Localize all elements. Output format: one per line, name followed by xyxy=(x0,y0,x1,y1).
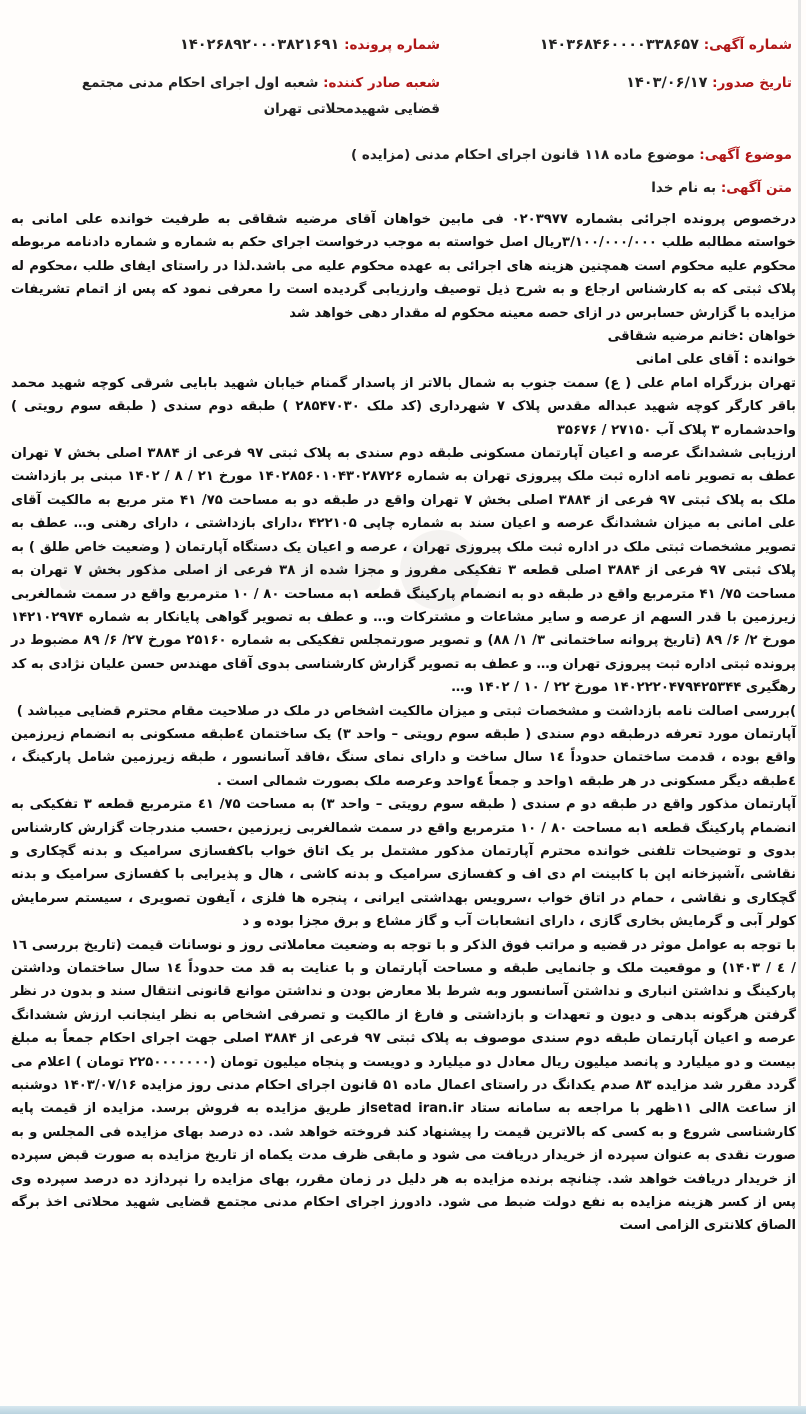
body-paragraph-ownership-note: )بررسی اصالت نامه بازداشت و مشخصات ثبتی و میزان مالکیت اشخاص در ملک در صلاحیت مقام محترم قضایی میباشد ) xyxy=(16,703,796,719)
issuer-label: شعبه صادر کننده: xyxy=(323,75,440,91)
body-paragraph-auction: با توجه به عوامل موثر در قضیه و مراتب فوق الذکر و با توجه به وضعیت معاملاتی روز و نوسانات قیمت (تاریخ بررسی ١٦ / ٤ / ۱۴۰۳) و موقعیت ملک و جانمایی طبقه و مساحت آپارتمان و با عنایت به قد مت حدوداً ١٤ سال ساختمان وداشتن پارکینگ و نداشتن انباری و نداشتن آسانسور وبه شرط بلا معارض بودن و نداشتن موانع قانونی انتقال سند و بدون در نظر گرفتن هرگونه بدهی و دیون و تعهدات و بازداشتی و فارغ از مالکیت و تصرفی اشخاص به نظر اینجانب ارزش ششدانگ عرصه و اعیان آپارتمان طبقه دوم سندی موصوف به پلاک ثبتی ۹۷ فرعی از ۳۸۸۴ اصلی جهت اجرای احکام جمعاً به مبلغ بیست و دو میلیارد و پانصد میلیون ریال معادل دو میلیارد و دویست و پنجاه میلیون تومان (۲۲۵۰۰۰۰۰۰۰ تومان ) اعلام می گردد مقرر شد مزایده ۸۳ صدم یکدانگ در راستای اعمال ماده ۵۱ قانون اجرای احکام مدنی روز مزایده ۱۴۰۳/۰۷/۱۶ دوشنبه از ساعت ۸الی ۱۱ظهر با مراجعه به سامانه ستاد setad iran.irاز طریق مزایده به فروش برسد. مزایده از قیمت پایه کارشناسی شروع و به کسی که بالاترین قیمت را پیشنهاد کند فروخته خواهد شد. ده درصد بهای مزایده فی المجلس و به صورت نقدی به عنوان سپرده از خریدار دریافت می شود و مابقی ظرف مدت یکماه از تاریخ مزایده به صورت قبض سپرده از خریدار دریافت خواهد شد. چنانچه برنده مزایده به هر دلیل در زمان مقرر، بهای مزایده را نپردازد ده درصد سپرده وی پس از کسر هزینه مزایده به نفع دولت ضبط می شود. دادورز اجرای احکام مدنی مجتمع قضایی شهید محلاتی اخذ برگه الصاق کلانتری الزامی است xyxy=(11,937,797,1234)
ad-text-intro: به نام خدا xyxy=(651,180,717,196)
body-paragraph-address: تهران بزرگراه امام علی ( ع) سمت جنوب به شمال بالاتر از پاسدار گمنام خیابان شهید بابایی شرقی کوچه شهید محمد باقر کارگر کوچه شهید عبداله مقدس پلاک ۷ شهرداری (کد ملک ۲۸۵۴۷۰۳۰ ) طبقه دوم سندی ( طبقه سوم رویتی ) واحدشماره ۳ پلاک آب ۲۷۱۵۰ / ۳۵۶۷۶ xyxy=(11,375,796,438)
subject-value: موضوع ماده ۱۱۸ قانون اجرای احکام مدنی (مزایده ) xyxy=(351,147,695,163)
issue-date-label: تاریخ صدور: xyxy=(712,75,792,91)
issuer xyxy=(50,70,440,122)
bottom-bar xyxy=(0,1406,806,1414)
ad-number-value: ۱۴۰۳۶۸۴۶۰۰۰۰۳۳۸۶۵۷ xyxy=(539,37,699,53)
ad-text-label: متن آگهی: xyxy=(720,180,792,196)
ad-number xyxy=(540,37,792,53)
file-number-label: شماره پرونده: xyxy=(344,37,440,53)
body-paragraph-defendant: خوانده : آقای علی امانی xyxy=(635,352,796,368)
subject xyxy=(351,147,792,163)
subject-label: موضوع آگهی: xyxy=(699,147,792,163)
body-paragraph-building: آپارتمان مورد تعرفه درطبقه دوم سندی ( طبقه سوم رویتی – واحد ۳) یک ساختمان ٤طبقه مسکونی به انضمام زیرزمین واقع بوده ، قدمت ساختمان حدوداً ١٤ سال ساخت و دارای نمای سنگ ،فاقد آسانسور ، طبقه زیرزمین شامل پارکینگ ، ٤طبقه دیگر مسکونی در هر طبقه ۱واحد و جمعاً ٤واحد وعرصه ملک بصورت شمالی است . xyxy=(11,726,797,789)
body-paragraph-apartment: آپارتمان مذکور واقع در طبقه دو م سندی ( طبقه سوم رویتی – واحد ۳) به مساحت ۷۵/ ٤۱ مترمربع قطعه ۳ تفکیکی به انضمام پارکینگ قطعه ۱به مساحت ۸۰ / ۱۰ مترمربع واقع در سمت شمالغربی زیرزمین ،حسب مندرجات گزارش کارشناس بدوی و توضیحات تلفنی خوانده محترم آپارتمان مذکور مشتمل بر یک اتاق خواب باکفسازی سرامیک و بدنه گچکاری و نقاشی ،آشپزخانه اپن با کابینت ام دی اف و کفسازی سرامیک و بدنه کاشی ، هال و پذیرایی با کفسازی سرامیک و بدنه گچکاری و نقاشی ، حمام در اتاق خواب ،سرویس بهداشتی ایرانی ، پنجره ها فلزی ، آیفون تصویری ، سیستم سرمایش کولر آبی و گرمایش بخاری گازی ، دارای انشعابات آب و گاز مشاع و برق مجزا بوده و د xyxy=(11,797,796,930)
ad-body xyxy=(11,208,796,1238)
body-paragraph-case: درخصوص پرونده اجرائی بشماره ۰۲۰۳۹۷۷ فی مابین خواهان آقای مرضیه شقاقی به طرفیت خوانده علی امانی به خواسته مطالبه طلب ۳/۱۰۰/۰۰۰/۰۰۰ریال اصل خواسته به موجب درخواست اجرای حکم به شماره و شماره دادنامه مربوطه محکوم علیه محکوم است همچنین هزینه های اجرائی به عهده محکوم علیه می باشد.لذا در راستای ایفای طلب ،محکوم له پلاک ثبتی که به کارشناس ارجاع و به شرح ذیل توصیف وارزیابی گردیده است را معرفی نمود که پس از اتمام تشریفات مزایده با گزارش حسابرس در ازای حصه معینه محکوم له مقدار دهی خواهد شد xyxy=(11,212,796,321)
ad-number-label: شماره آگهی: xyxy=(703,37,792,53)
body-paragraph-valuation: ارزیابی ششدانگ عرصه و اعیان آپارتمان مسکونی طبقه دوم سندی به پلاک ثبتی ۹۷ فرعی از ۳۸۸۴ اصلی بخش ۷ تهران عطف به تصویر نامه اداره ثبت ملک پیروزی تهران به شماره ۱۴۰۲۸۵۶۰۱۰۴۳۰۲۸۷۲۶ مورخ ۲۱ / ۸ / ۱۴۰۲ مبنی بر بازداشت ملک به پلاک ثبتی ۹۷ فرعی از ۳۸۸۴ اصلی بخش ۷ تهران واقع در طبقه دو به مساحت ۷۵/ ۴۱ متر مربع به مالکیت آقای علی امانی به میزان ششدانگ عرصه و اعیان سند به شماره چاپی ۴۲۲۱۰۵ ،دارای بازداشتی ، دارای رهنی و… عطف به تصویر مشخصات ثبتی ملک در اداره ثبت ملک پیروزی تهران ، عرصه و اعیان یک دستگاه آپارتمان ( وضعیت خاص طلق ) به پلاک ثبتی ۹۷ فرعی از ۳۸۸۴ اصلی قطعه ۳ تفکیکی مفروز و مجزا شده از ۳۸ فرعی از اصلی مذکور بخش ۷ تهران به مساحت ۷۵/ ۴۱ مترمربع واقع در طبقه دو به انضمام پارکینگ قطعه ۱به مساحت ۸۰ / ۱۰ مترمربع واقع در سمت شمالغربی زیرزمین با قدر السهم از عرصه و سایر مشاعات و مشترکات و… و عطف به تصویر گواهی پایانکار به شماره ۱۴۲۱۰۲۹۷۴ مورخ ۲/ ۶/ ۸۹ (تاریخ پروانه ساختمانی ۳/ ۱/ ۸۸) و تصویر صورتمجلس تفکیکی به شماره ۲۵۱۶۰ مورخ ۲۷/ ۶/ ۸۹ مضبوط در پرونده ثبتی اداره ثبت پیروزی تهران و… و عطف به تصویر گزارش کارشناسی بدوی آقای مهندس حسن علیان نژادی به کد رهگیری ۱۴۰۲۲۲۰۴۷۹۴۲۵۳۴۴ مورخ ۲۲ / ۱۰ / ۱۴۰۲ و… xyxy=(11,446,797,696)
file-number xyxy=(180,37,440,53)
file-number-value: ۱۴۰۲۶۸۹۲۰۰۰۳۸۲۱۶۹۱ xyxy=(180,37,340,53)
body-paragraph-plaintiff: خواهان :خانم مرضیه شقاقی xyxy=(607,329,796,345)
issue-date-value: ۱۴۰۳/۰۶/۱۷ xyxy=(626,75,708,91)
ad-text-heading xyxy=(651,180,792,196)
issue-date xyxy=(626,75,792,91)
issuer-value: شعبه اول اجرای احکام مدنی مجتمع قضایی شهیدمحلاتی تهران xyxy=(81,75,440,117)
